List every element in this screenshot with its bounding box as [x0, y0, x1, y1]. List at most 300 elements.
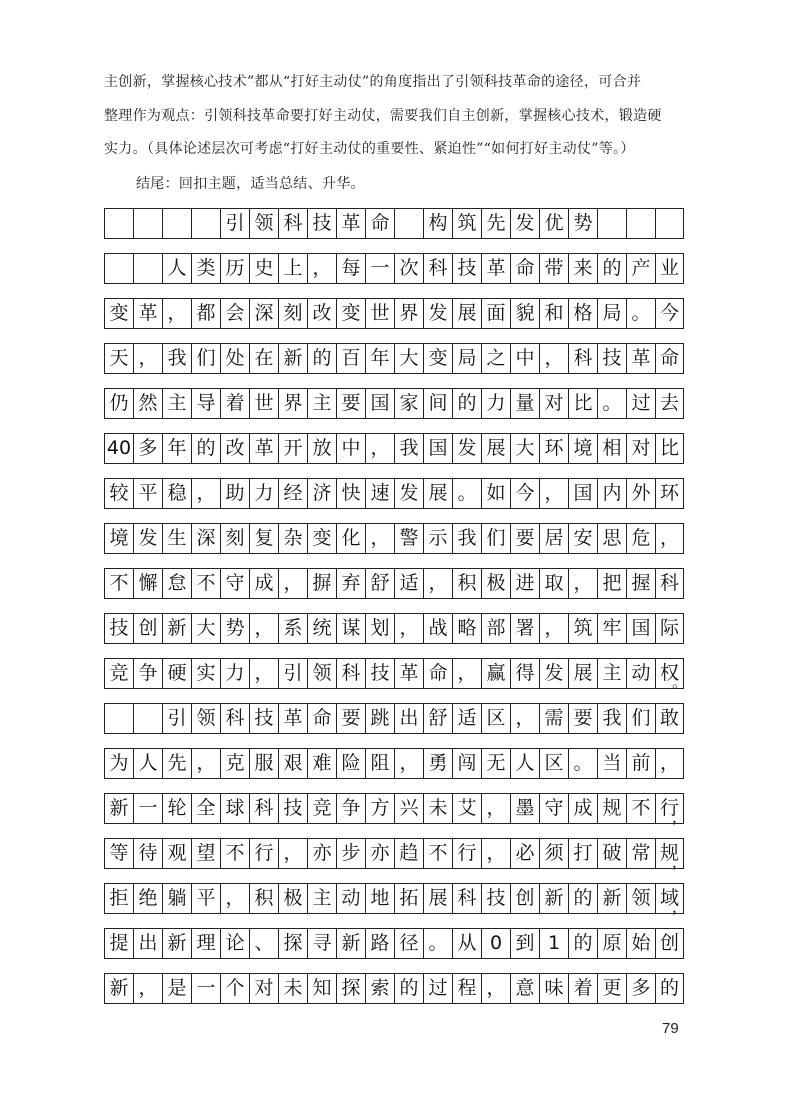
- essay-cell: 历: [220, 253, 249, 284]
- essay-cell: 争: [133, 658, 162, 689]
- essay-cell: 闯: [452, 748, 481, 779]
- essay-cell: 方: [365, 793, 394, 824]
- essay-cell: 革: [133, 298, 162, 329]
- essay-cell: 要: [568, 703, 597, 734]
- essay-row: [104, 433, 684, 464]
- essay-cell: 把: [597, 568, 626, 599]
- essay-cell: 行 ，: [655, 793, 684, 824]
- essay-cell: 比: [655, 433, 684, 464]
- essay-cell: [626, 208, 655, 239]
- essay-cell: 革: [278, 703, 307, 734]
- essay-overflow-mark: ，: [671, 853, 687, 871]
- essay-cell: 产: [626, 253, 655, 284]
- essay-cell: 要: [510, 523, 539, 554]
- essay-cell: 需: [539, 703, 568, 734]
- essay-cell: 成: [568, 793, 597, 824]
- essay-cell: [191, 208, 220, 239]
- essay-cell: 意: [510, 973, 539, 1004]
- essay-cell: 家: [394, 388, 423, 419]
- essay-cell: 怠: [162, 568, 191, 599]
- essay-cell: 发: [539, 658, 568, 689]
- essay-cell: 着: [568, 973, 597, 1004]
- essay-cell: 理: [191, 928, 220, 959]
- essay-cell: 上: [278, 253, 307, 284]
- essay-cell: 新: [162, 928, 191, 959]
- essay-cell: 主: [162, 388, 191, 419]
- essay-cell: ，: [510, 703, 539, 734]
- essay-cell: 适: [394, 568, 423, 599]
- essay-cell: 勇: [423, 748, 452, 779]
- essay-cell: 量: [510, 388, 539, 419]
- essay-cell: 不: [220, 838, 249, 869]
- essay-cell: 如: [481, 478, 510, 509]
- essay-cell: 开: [278, 433, 307, 464]
- essay-cell: 到: [510, 928, 539, 959]
- essay-cell: 我: [597, 703, 626, 734]
- essay-cell: 局: [452, 343, 481, 374]
- essay-cell: 新: [336, 928, 365, 959]
- essay-row: [104, 298, 684, 329]
- essay-cell: 摒: [307, 568, 336, 599]
- essay-cell: 积: [452, 568, 481, 599]
- essay-cell: 们: [626, 703, 655, 734]
- essay-cell: 等: [104, 838, 133, 869]
- essay-cell: 服: [249, 748, 278, 779]
- essay-cell: 阻: [365, 748, 394, 779]
- essay-cell: 外: [626, 478, 655, 509]
- essay-cell: 引: [162, 703, 191, 734]
- intro-line-1: 主创新，掌握核心技术”都从“打好主动仗”的角度指出了引领科技革命的途径，可合并: [104, 74, 642, 90]
- essay-cell: 次: [394, 253, 423, 284]
- essay-cell: 环: [539, 433, 568, 464]
- essay-cell: 过: [423, 973, 452, 1004]
- essay-cell: ，: [365, 433, 394, 464]
- essay-cell: 区: [539, 748, 568, 779]
- essay-cell: 论: [220, 928, 249, 959]
- essay-cell: 展: [452, 298, 481, 329]
- essay-cell: 主: [307, 883, 336, 914]
- essay-cell: 无: [481, 748, 510, 779]
- essay-row: [104, 613, 684, 644]
- essay-cell: 技: [307, 208, 336, 239]
- essay-cell: 命: [655, 343, 684, 374]
- essay-cell: 绝: [133, 883, 162, 914]
- essay-cell: 部: [481, 613, 510, 644]
- essay-cell: 为: [104, 748, 133, 779]
- essay-cell: 味: [539, 973, 568, 1004]
- essay-cell: 新: [539, 883, 568, 914]
- essay-cell: 筑: [568, 613, 597, 644]
- page-number: 79: [662, 1020, 679, 1037]
- essay-cell: 常: [626, 838, 655, 869]
- essay-cell: 权 。: [655, 658, 684, 689]
- essay-cell: 内: [597, 478, 626, 509]
- essay-cell: 地: [365, 883, 394, 914]
- essay-cell: 的: [191, 433, 220, 464]
- essay-cell: 命: [510, 253, 539, 284]
- essay-row: [104, 208, 684, 239]
- essay-cell: 思: [597, 523, 626, 554]
- essay-cell: 们: [191, 343, 220, 374]
- essay-row: [104, 343, 684, 374]
- essay-cell: 筑: [452, 208, 481, 239]
- essay-cell: 。: [626, 298, 655, 329]
- essay-cell: 要: [336, 703, 365, 734]
- essay-cell: 新: [104, 973, 133, 1004]
- essay-cell: 百: [336, 343, 365, 374]
- essay-cell: 创: [655, 928, 684, 959]
- essay-cell: 技: [249, 703, 278, 734]
- essay-cell: 技: [104, 613, 133, 644]
- essay-cell: 创: [510, 883, 539, 914]
- essay-cell: 命: [365, 208, 394, 239]
- essay-cell: 的: [568, 928, 597, 959]
- essay-cell: ，: [655, 523, 684, 554]
- essay-cell: 安: [568, 523, 597, 554]
- essay-cell: ，: [278, 838, 307, 869]
- essay-cell: 领: [626, 883, 655, 914]
- essay-cell: [597, 208, 626, 239]
- essay-cell: 新: [104, 793, 133, 824]
- essay-cell: ，: [481, 793, 510, 824]
- essay-cell: 极: [278, 883, 307, 914]
- essay-cell: 亦: [307, 838, 336, 869]
- essay-cell: 着: [220, 388, 249, 419]
- essay-cell: 索: [365, 973, 394, 1004]
- essay-cell: 势: [568, 208, 597, 239]
- essay-cell: 敢: [655, 703, 684, 734]
- essay-cell: 当: [597, 748, 626, 779]
- essay-cell: 科: [249, 793, 278, 824]
- essay-cell: 署: [510, 613, 539, 644]
- essay-cell: 争: [336, 793, 365, 824]
- essay-cell: 舒: [365, 568, 394, 599]
- essay-cell: 深: [191, 523, 220, 554]
- essay-cell: 艰: [278, 748, 307, 779]
- essay-cell: 主: [307, 388, 336, 419]
- essay-cell: 平: [191, 883, 220, 914]
- essay-cell: 界: [278, 388, 307, 419]
- essay-cell: ，: [133, 343, 162, 374]
- essay-cell: 革: [481, 253, 510, 284]
- essay-cell: 经: [278, 478, 307, 509]
- essay-cell: 得: [510, 658, 539, 689]
- essay-cell: 处: [220, 343, 249, 374]
- essay-cell: 危: [626, 523, 655, 554]
- essay-cell: ，: [423, 568, 452, 599]
- essay-row: [104, 568, 684, 599]
- essay-cell: 平: [133, 478, 162, 509]
- essay-cell: 今: [510, 478, 539, 509]
- essay-cell: 原: [597, 928, 626, 959]
- essay-cell: 难: [307, 748, 336, 779]
- essay-cell: 探: [278, 928, 307, 959]
- essay-cell: 轮: [162, 793, 191, 824]
- essay-cell: [394, 208, 423, 239]
- essay-cell: 守: [539, 793, 568, 824]
- essay-cell: 科: [423, 253, 452, 284]
- essay-cell: 动: [626, 658, 655, 689]
- essay-cell: [104, 703, 133, 734]
- essay-cell: 今: [655, 298, 684, 329]
- essay-cell: 险: [336, 748, 365, 779]
- essay-cell: 技: [365, 658, 394, 689]
- essay-cell: 国: [423, 433, 452, 464]
- essay-cell: 一: [365, 253, 394, 284]
- essay-overflow-mark: ，: [671, 898, 687, 916]
- essay-cell: 系: [278, 613, 307, 644]
- essay-cell: 探: [336, 973, 365, 1004]
- essay-cell: 展: [423, 883, 452, 914]
- essay-cell: 貌: [510, 298, 539, 329]
- essay-cell: 中: [510, 343, 539, 374]
- essay-cell: 革: [336, 208, 365, 239]
- essay-cell: ，: [191, 478, 220, 509]
- essay-cell: 带: [539, 253, 568, 284]
- essay-cell: 战: [423, 613, 452, 644]
- essay-cell: 稳: [162, 478, 191, 509]
- essay-cell: [133, 703, 162, 734]
- essay-cell: 革: [626, 343, 655, 374]
- essay-cell: 科: [220, 703, 249, 734]
- essay-cell: 0: [481, 928, 510, 959]
- essay-cell: 过: [626, 388, 655, 419]
- essay-cell: 大: [394, 343, 423, 374]
- essay-cell: 的: [394, 973, 423, 1004]
- essay-cell: 程: [452, 973, 481, 1004]
- essay-cell: 一: [133, 793, 162, 824]
- essay-cell: ，: [249, 613, 278, 644]
- essay-cell: 国: [568, 478, 597, 509]
- essay-cell: 未: [278, 973, 307, 1004]
- essay-cell: 领: [249, 208, 278, 239]
- essay-cell: 40: [104, 433, 133, 464]
- essay-cell: 济: [307, 478, 336, 509]
- intro-line-conclusion: 结尾：回扣主题，适当总结、升华。: [136, 176, 365, 192]
- essay-cell: 、: [249, 928, 278, 959]
- essay-cell: 适: [452, 703, 481, 734]
- essay-cell: 革: [394, 658, 423, 689]
- essay-cell: 去: [655, 388, 684, 419]
- essay-row: [104, 478, 684, 509]
- essay-cell: 年: [162, 433, 191, 464]
- essay-cell: 须: [539, 838, 568, 869]
- intro-line-2: 整理作为观点：引领科技革命要打好主动仗，需要我们自主创新，掌握核心技术，锻造硬: [104, 108, 662, 124]
- essay-row: [104, 748, 684, 779]
- essay-cell: 发: [510, 208, 539, 239]
- essay-cell: 化: [336, 523, 365, 554]
- essay-cell: 史: [249, 253, 278, 284]
- essay-cell: 年: [365, 343, 394, 374]
- essay-cell: 每: [336, 253, 365, 284]
- essay-cell: 中: [336, 433, 365, 464]
- essay-cell: 变: [307, 523, 336, 554]
- essay-cell: 复: [249, 523, 278, 554]
- essay-cell: 发: [452, 433, 481, 464]
- essay-cell: 类: [191, 253, 220, 284]
- essay-cell: 从: [452, 928, 481, 959]
- essay-cell: 先: [481, 208, 510, 239]
- essay-cell: 路: [365, 928, 394, 959]
- essay-cell: 然: [133, 388, 162, 419]
- essay-row: [104, 253, 684, 284]
- essay-cell: 区: [481, 703, 510, 734]
- essay-cell: [133, 253, 162, 284]
- essay-cell: 弃: [336, 568, 365, 599]
- essay-row: [104, 793, 687, 826]
- essay-cell: 兴: [394, 793, 423, 824]
- essay-cell: 环: [655, 478, 684, 509]
- essay-cell: 出: [133, 928, 162, 959]
- essay-cell: 域 ，: [655, 883, 684, 914]
- essay-cell: 谋: [336, 613, 365, 644]
- essay-cell: ，: [394, 613, 423, 644]
- essay-cell: 个: [220, 973, 249, 1004]
- essay-cell: [133, 208, 162, 239]
- essay-cell: 行: [452, 838, 481, 869]
- essay-cell: 望: [191, 838, 220, 869]
- essay-cell: 。: [597, 388, 626, 419]
- essay-cell: 变: [336, 298, 365, 329]
- essay-cell: ，: [655, 748, 684, 779]
- essay-cell: 打: [568, 838, 597, 869]
- essay-cell: 人: [133, 748, 162, 779]
- essay-cell: ，: [481, 838, 510, 869]
- essay-cell: [104, 208, 133, 239]
- essay-cell: 1: [539, 928, 568, 959]
- essay-cell: 力: [249, 478, 278, 509]
- intro-line-3: 实力。（具体论述层次可考虑“打好主动仗的重要性、紧迫性”“如何打好主动仗”等。）: [104, 141, 635, 157]
- essay-cell: 不: [626, 793, 655, 824]
- essay-cell: 仍: [104, 388, 133, 419]
- essay-cell: 跳: [365, 703, 394, 734]
- essay-cell: 国: [626, 613, 655, 644]
- essay-cell: 对: [249, 973, 278, 1004]
- essay-cell: 会: [220, 298, 249, 329]
- essay-row: [104, 973, 684, 1004]
- essay-cell: 技: [481, 883, 510, 914]
- essay-cell: 变: [423, 343, 452, 374]
- essay-cell: 发: [133, 523, 162, 554]
- essay-cell: 趋: [394, 838, 423, 869]
- essay-cell: ，: [365, 523, 394, 554]
- essay-cell: 进: [510, 568, 539, 599]
- essay-cell: ，: [133, 973, 162, 1004]
- essay-cell: 快: [336, 478, 365, 509]
- essay-cell: 引: [278, 658, 307, 689]
- essay-cell: 生: [162, 523, 191, 554]
- essay-cell: 积: [249, 883, 278, 914]
- essay-cell: 新: [278, 343, 307, 374]
- essay-row: [104, 928, 684, 959]
- essay-cell: 境: [568, 433, 597, 464]
- essay-cell: 技: [452, 253, 481, 284]
- essay-cell: 命: [423, 658, 452, 689]
- essay-cell: 优: [539, 208, 568, 239]
- essay-cell: 导: [191, 388, 220, 419]
- essay-cell: 舒: [423, 703, 452, 734]
- essay-cell: 发: [423, 298, 452, 329]
- essay-cell: 寻: [307, 928, 336, 959]
- essay-cell: ，: [394, 748, 423, 779]
- essay-cell: 守: [220, 568, 249, 599]
- essay-cell: 躺: [162, 883, 191, 914]
- essay-cell: 放: [307, 433, 336, 464]
- essay-cell: 不: [423, 838, 452, 869]
- essay-cell: [104, 253, 133, 284]
- essay-row: [104, 703, 684, 734]
- essay-cell: 展: [568, 658, 597, 689]
- essay-cell: 取: [539, 568, 568, 599]
- essay-cell: 构: [423, 208, 452, 239]
- essay-cell: 科: [452, 883, 481, 914]
- essay-cell: 深: [249, 298, 278, 329]
- essay-cell: 对: [539, 388, 568, 419]
- essay-cell: 科: [336, 658, 365, 689]
- essay-cell: 。: [568, 748, 597, 779]
- essay-cell: ，: [249, 658, 278, 689]
- essay-cell: 新: [162, 613, 191, 644]
- essay-cell: 多: [626, 973, 655, 1004]
- essay-cell: 界: [394, 298, 423, 329]
- essay-cell: 必: [510, 838, 539, 869]
- essay-cell: 革: [249, 433, 278, 464]
- essay-cell: ，: [191, 748, 220, 779]
- essay-cell: 人: [510, 748, 539, 779]
- essay-cell: 局: [597, 298, 626, 329]
- essay-cell: ，: [539, 613, 568, 644]
- essay-cell: 。: [452, 478, 481, 509]
- essay-cell: 提: [104, 928, 133, 959]
- essay-cell: [655, 208, 684, 239]
- essay-cell: 较: [104, 478, 133, 509]
- essay-cell: 技: [278, 793, 307, 824]
- essay-row: [104, 883, 687, 916]
- essay-cell: 业: [655, 253, 684, 284]
- essay-cell: 间: [423, 388, 452, 419]
- essay-cell: 助: [220, 478, 249, 509]
- essay-cell: 是: [162, 973, 191, 1004]
- essay-cell: 引: [220, 208, 249, 239]
- essay-overflow-mark: 。: [671, 673, 687, 691]
- essay-cell: 一: [191, 973, 220, 1004]
- essay-cell: ，: [278, 568, 307, 599]
- essay-cell: 警: [394, 523, 423, 554]
- essay-cell: 知: [307, 973, 336, 1004]
- essay-cell: 发: [394, 478, 423, 509]
- essay-cell: 杂: [278, 523, 307, 554]
- essay-cell: 展: [481, 433, 510, 464]
- essay-cell: 境: [104, 523, 133, 554]
- essay-cell: 多: [133, 433, 162, 464]
- essay-cell: 成: [249, 568, 278, 599]
- essay-cell: 懈: [133, 568, 162, 599]
- essay-cell: 来: [568, 253, 597, 284]
- essay-cell: 们: [481, 523, 510, 554]
- essay-cell: ，: [220, 883, 249, 914]
- essay-cell: 牢: [597, 613, 626, 644]
- essay-cell: 的: [568, 883, 597, 914]
- essay-row: [104, 388, 684, 419]
- essay-cell: 之: [481, 343, 510, 374]
- essay-cell: 大: [510, 433, 539, 464]
- essay-cell: 的: [655, 973, 684, 1004]
- essay-cell: 拒: [104, 883, 133, 914]
- essay-cell: 力: [220, 658, 249, 689]
- essay-cell: 墨: [510, 793, 539, 824]
- essay-cell: ，: [162, 298, 191, 329]
- essay-cell: 人: [162, 253, 191, 284]
